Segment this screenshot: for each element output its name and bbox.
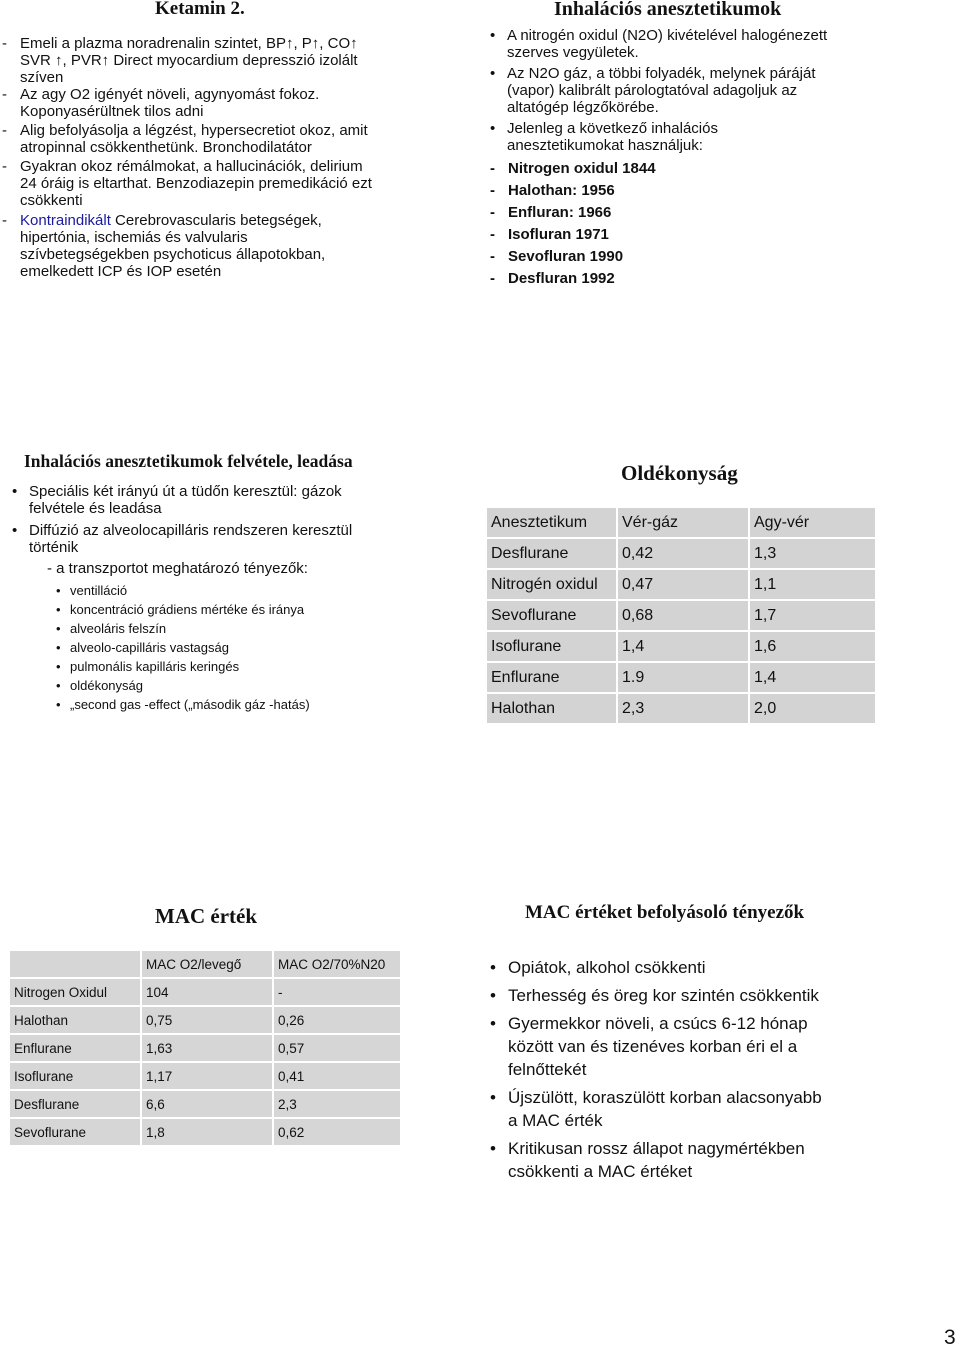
table-cell: Nitrogen Oxidul [9, 978, 141, 1006]
table-cell: Isoflurane [486, 631, 617, 662]
factor-item: • alveoláris felszín [54, 619, 460, 638]
ketamin-item: - Kontraindikált Cerebrovascularis betegségek, hipertónia, ischemiás és valvularis szívbetegségekben psychoticus állapotokban, emelkedett ICP és IOP esetén [0, 212, 470, 280]
table-cell: 0,68 [617, 600, 749, 631]
table-cell: 0,62 [273, 1118, 401, 1146]
table-cell: 1,1 [749, 569, 876, 600]
table-cell: 0,26 [273, 1006, 401, 1034]
table-cell: 2,0 [749, 693, 876, 724]
table-row [9, 1118, 401, 1146]
table-cell: 1,6 [749, 631, 876, 662]
solubility-table [485, 506, 877, 725]
bullet-item: • Terhesség és öreg kor szintén csökkentik [488, 984, 953, 1007]
table-cell: 1,63 [141, 1034, 273, 1062]
table-row [9, 1062, 401, 1090]
agent-item: - Sevofluran 1990 [488, 247, 958, 269]
slide-mac [0, 895, 470, 1185]
page-number: 3 [944, 1326, 956, 1349]
table-row [486, 569, 876, 600]
table-cell: 0,41 [273, 1062, 401, 1090]
bullet-item: • Jelenleg a következő inhalációs anesztetikumokat használjuk: [488, 120, 958, 154]
table-cell: Sevoflurane [486, 600, 617, 631]
slide-solubility [480, 445, 960, 755]
table-row [9, 1090, 401, 1118]
table-cell: 104 [141, 978, 273, 1006]
slide-title: Inhalációs anesztetikumok felvétele, leadása [24, 451, 353, 471]
factor-item: • „second gas -effect („második gáz -hatás) [54, 695, 460, 714]
table-cell: Sevoflurane [9, 1118, 141, 1146]
table-cell: Halothan [486, 693, 617, 724]
table-row [486, 600, 876, 631]
table-cell: 0,47 [617, 569, 749, 600]
header-cell: MAC O2/70%N20 [273, 950, 401, 978]
table-row [9, 1034, 401, 1062]
factor-item: • pulmonális kapilláris keringés [54, 657, 460, 676]
inhalational-body [488, 27, 958, 291]
bullet-item: • Kritikusan rossz állapot nagymértékben csökkenti a MAC értéket [488, 1137, 953, 1183]
ketamin-item: - Gyakran okoz rémálmokat, a hallucinációk, delirium 24 óráig is eltarthat. Benzodiazepin premedikáció ezt csökkenti [0, 158, 470, 209]
table-row [486, 662, 876, 693]
ketamin-item: - Emeli a plazma noradrenalin szintet, BP↑, P↑, CO↑ SVR ↑, PVR↑ Direct myocardium depresszió izolált szíven [0, 35, 470, 86]
header-cell: Anesztetikum [486, 507, 617, 538]
contraindication-label: Kontraindikált [20, 212, 111, 229]
factor-item: • koncentráció grádiens mértéke és iránya [54, 600, 460, 619]
bullet-item: • A nitrogén oxidul (N2O) kivételével halogénezett szerves vegyületek. [488, 27, 958, 61]
table-row [486, 693, 876, 724]
table-cell: 0,42 [617, 538, 749, 569]
table-header-row [486, 507, 876, 538]
table-cell: 2,3 [273, 1090, 401, 1118]
agent-item: - Desfluran 1992 [488, 269, 958, 291]
agent-item: - Nitrogen oxidul 1844 [488, 159, 958, 181]
slide-title: Inhalációs anesztetikumok [554, 0, 782, 20]
bullet-item: • Opiátok, alkohol csökkenti [488, 956, 953, 979]
slide-title: MAC érték [155, 904, 258, 928]
agent-item: - Halothan: 1956 [488, 181, 958, 203]
table-cell: 1.9 [617, 662, 749, 693]
header-cell: MAC O2/levegő [141, 950, 273, 978]
table-row [9, 1006, 401, 1034]
ketamin-body [0, 35, 470, 280]
table-cell: 2,3 [617, 693, 749, 724]
table-cell: 1,7 [749, 600, 876, 631]
table-cell: 1,3 [749, 538, 876, 569]
table-cell: 6,6 [141, 1090, 273, 1118]
table-cell: Desflurane [9, 1090, 141, 1118]
header-cell: Vér-gáz [617, 507, 749, 538]
table-cell: Desflurane [486, 538, 617, 569]
bullet-item: • Diffúzió az alveolocapilláris rendszeren keresztül történik [10, 522, 460, 556]
table-cell: 1,8 [141, 1118, 273, 1146]
factor-item: • oldékonyság [54, 676, 460, 695]
factor-item: • ventilláció [54, 581, 460, 600]
table-cell: 0,75 [141, 1006, 273, 1034]
agent-item: - Isofluran 1971 [488, 225, 958, 247]
table-row [9, 978, 401, 1006]
ketamin-item: - Az agy O2 igényét növeli, agynyomást fokoz. Koponyasérültnek tilos adni [0, 86, 470, 120]
bullet-item: • Az N2O gáz, a többi folyadék, melynek páráját (vapor) kalibrált párologtatóval adagoljuk az altatógép légzőkörébe. [488, 65, 958, 116]
ketamin-item: - Alig befolyásolja a légzést, hypersecretiot okoz, amit atropinnal csökkenthetünk. Bronchodilatátor [0, 122, 470, 156]
factor-item: • alveolo-capilláris vastagság [54, 638, 460, 657]
table-cell: Isoflurane [9, 1062, 141, 1090]
bullet-item: • Gyermekkor növeli, a csúcs 6-12 hónap között van és tizenéves korban éri el a felnőttekét [488, 1012, 953, 1081]
table-cell: Enflurane [9, 1034, 141, 1062]
header-cell: Agy-vér [749, 507, 876, 538]
table-cell: Halothan [9, 1006, 141, 1034]
slide-uptake [0, 445, 470, 735]
uptake-body [10, 483, 460, 714]
table-cell: 1,4 [617, 631, 749, 662]
table-header-row [9, 950, 401, 978]
slide-ketamin [0, 0, 470, 290]
table-cell: Nitrogén oxidul [486, 569, 617, 600]
table-cell: Enflurane [486, 662, 617, 693]
slide-title: Ketamin 2. [155, 0, 245, 19]
table-row [486, 631, 876, 662]
factor-list [54, 581, 460, 714]
slide-mac-factors [480, 895, 960, 1195]
table-cell: - [273, 978, 401, 1006]
slide-title: Oldékonyság [621, 461, 738, 485]
table-cell: 1,4 [749, 662, 876, 693]
bullet-item: • Újszülött, koraszülött korban alacsonyabb a MAC érték [488, 1086, 953, 1132]
header-cell [9, 950, 141, 978]
table-cell: 1,17 [141, 1062, 273, 1090]
agent-list [488, 159, 958, 291]
mac-factors-body [488, 956, 953, 1183]
mac-table [8, 949, 402, 1147]
agent-item: - Enfluran: 1966 [488, 203, 958, 225]
slide-inhalational [488, 0, 960, 310]
transport-subheading: - a transzportot meghatározó tényezők: [47, 560, 308, 577]
table-row [486, 538, 876, 569]
slide-title: MAC értéket befolyásoló tényezők [525, 902, 805, 923]
table-cell: 0,57 [273, 1034, 401, 1062]
bullet-item: • Speciális két irányú út a tüdőn keresztül: gázok felvétele és leadása [10, 483, 460, 517]
